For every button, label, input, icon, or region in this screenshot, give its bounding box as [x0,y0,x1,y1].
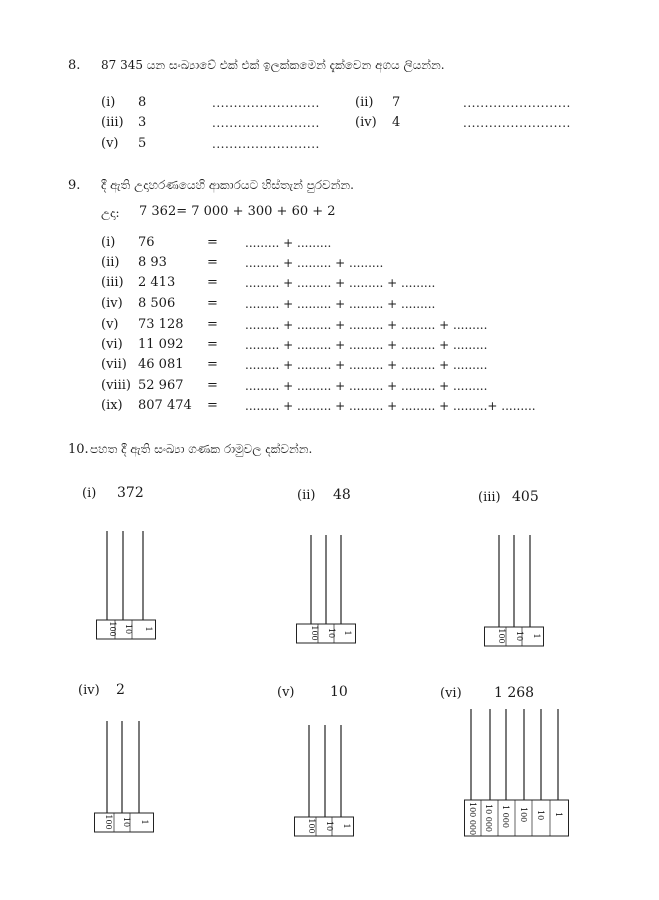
place-label: 10 [515,630,524,642]
q9-item-label: (iv) [101,296,123,311]
q9-item-number: 8 93 [138,255,167,270]
q9-answer-blank[interactable]: ......... + ......... [245,236,332,250]
q9-equals-sign: = [207,398,218,413]
place-label: 100 [104,814,113,830]
q9-item-label: (v) [101,317,119,332]
abacus-number: 372 [117,485,144,501]
place-label: 10 000 [484,804,493,832]
abacus-frame[interactable] [296,535,358,647]
place-label: 1 [532,633,541,639]
q8-answer-blank[interactable]: ......................... [212,116,320,130]
q8-answer-blank[interactable]: ......................... [463,96,571,110]
abacus-label: (iii) [478,490,501,505]
q9-item-label: (vii) [101,357,127,372]
q8-item-label: (iii) [101,115,124,130]
q9-equals-sign: = [207,296,218,311]
q8-item-label: (iv) [355,115,377,130]
q9-equals-sign: = [207,235,218,250]
place-label: 100 [307,818,316,834]
q8-item-label: (ii) [355,95,374,110]
abacus-label: (ii) [297,488,316,503]
place-label: 1 [343,630,352,636]
place-label: 1 [342,823,351,829]
abacus-frame[interactable] [464,709,572,841]
q8-instruction: 87 345 යන සංඛ්‍යාවේ එක් එක් ඉලක්කමෙන් දැක්වෙන අගය ලියන්න. [101,58,445,72]
q9-answer-blank[interactable]: ......... + ......... + ......... + ......... + ......... [245,318,488,332]
q9-answer-blank[interactable]: ......... + ......... + ......... [245,256,384,270]
q9-item-label: (iii) [101,275,124,290]
q9-instruction: දී ඇති උදාහරණයෙහි ආකාරයට හිස්තැන් පුරවන්න. [101,178,354,192]
q9-answer-blank[interactable]: ......... + ......... + ......... + ......... [245,276,436,290]
abacus-label: (v) [277,685,295,700]
q9-item-number: 2 413 [138,275,176,290]
place-label: 100 [310,625,319,641]
place-label: 1 [140,819,149,825]
place-label: 10 [325,820,334,832]
place-label: 10 [122,816,131,828]
q9-number: 9. [68,178,81,193]
q9-item-label: (ii) [101,255,120,270]
q8-item-value: 7 [392,95,401,110]
q9-item-number: 46 081 [138,357,184,372]
q8-answer-blank[interactable]: ......................... [463,116,571,130]
abacus-base [465,800,569,836]
q9-example: 7 362= 7 000 + 300 + 60 + 2 [139,204,336,219]
q9-item-number: 11 092 [138,337,184,352]
abacus-frame[interactable] [94,721,156,837]
q9-item-number: 73 128 [138,317,184,332]
q9-equals-sign: = [207,337,218,352]
abacus-number: 1 268 [494,685,535,701]
q10-number: 10. [68,442,89,457]
q9-answer-blank[interactable]: ......... + ......... + ......... + ......... + .........+ ......... [245,399,536,413]
place-label: 100 000 [468,802,477,836]
abacus-number: 48 [333,487,351,503]
q8-answer-blank[interactable]: ......................... [212,96,320,110]
q9-answer-blank[interactable]: ......... + ......... + ......... + ......... + ......... [245,338,488,352]
abacus-label: (vi) [440,686,462,701]
q8-item-value: 8 [138,95,147,110]
abacus-label: (i) [82,486,97,501]
q8-item-label: (i) [101,95,116,110]
abacus-frame[interactable] [294,725,356,841]
place-label: 1 000 [501,805,510,828]
q9-answer-blank[interactable]: ......... + ......... + ......... + ......... + ......... [245,379,488,393]
abacus-number: 2 [116,682,125,698]
q9-equals-sign: = [207,255,218,270]
q9-equals-sign: = [207,357,218,372]
q9-item-label: (vi) [101,337,123,352]
q9-equals-sign: = [207,317,218,332]
place-label: 1 [144,626,153,632]
place-label: 10 [327,627,336,639]
q8-number: 8. [68,58,81,73]
q8-item-value: 4 [392,115,401,130]
abacus-number: 10 [330,684,348,700]
place-label: 100 [108,621,117,637]
q9-equals-sign: = [207,378,218,393]
q9-item-label: (ix) [101,398,123,413]
place-label: 100 [497,628,506,644]
place-label: 1 [554,812,563,818]
q9-item-number: 52 967 [138,378,184,393]
abacus-number: 405 [512,489,539,505]
abacus-label: (iv) [78,683,100,698]
q9-equals-sign: = [207,275,218,290]
abacus-frame[interactable] [484,535,546,651]
q9-answer-blank[interactable]: ......... + ......... + ......... + ......... + ......... [245,358,488,372]
q8-item-value: 3 [138,115,147,130]
place-label: 10 [536,810,545,821]
q9-item-number: 807 474 [138,398,192,413]
q8-answer-blank[interactable]: ......................... [212,137,320,151]
q10-instruction: පහත දී ඇති සංඛ්‍යා ගණක රාමුවල දක්වන්න. [90,442,313,456]
q9-item-number: 76 [138,235,155,250]
abacus-frame[interactable] [96,531,158,643]
q9-answer-blank[interactable]: ......... + ......... + ......... + ......... [245,297,436,311]
q9-example-label: උදා: [101,206,120,220]
q8-item-label: (v) [101,136,119,151]
q9-item-label: (i) [101,235,116,250]
q9-item-label: (viii) [101,378,131,393]
place-label: 10 [124,623,133,635]
q8-item-value: 5 [138,136,147,151]
q9-item-number: 8 506 [138,296,176,311]
place-label: 100 [519,807,528,823]
